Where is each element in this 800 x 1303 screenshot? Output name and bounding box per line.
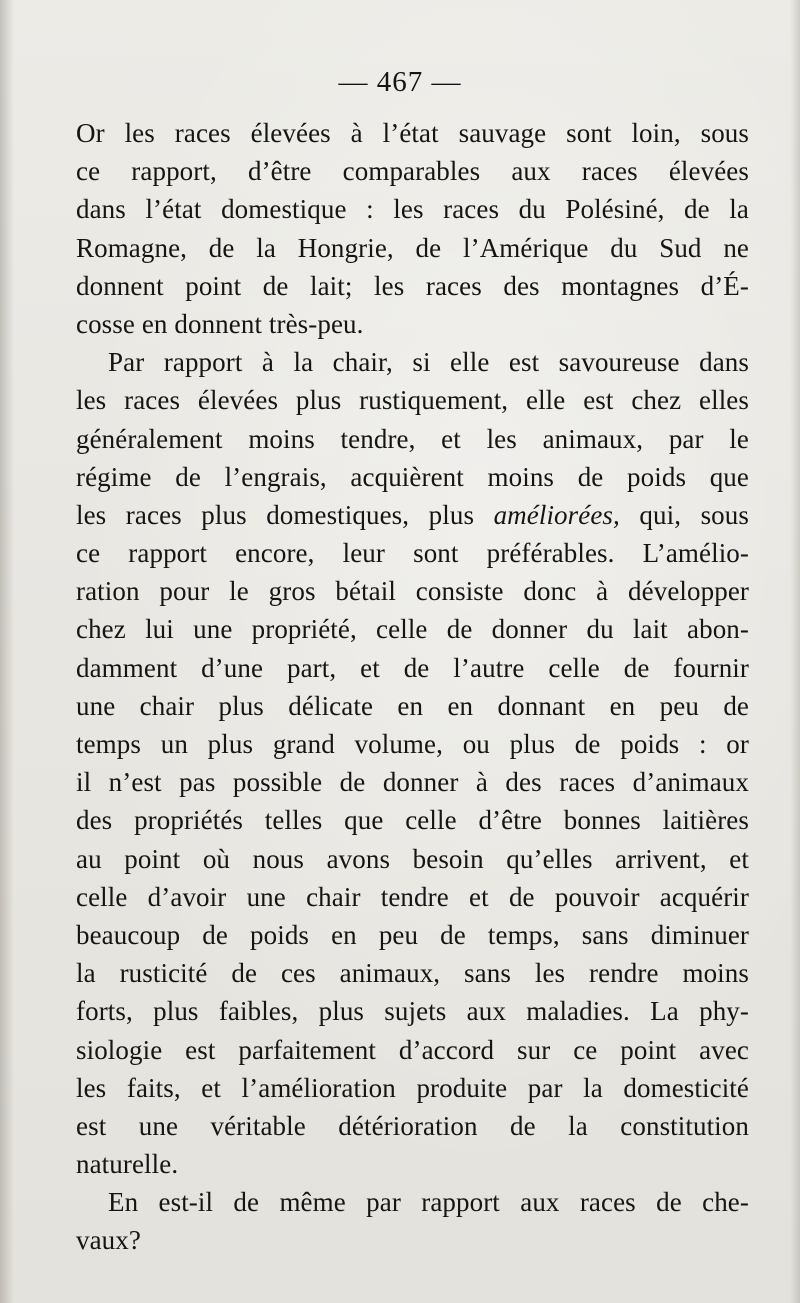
- page-number: — 467 —: [338, 66, 462, 98]
- text-line: donnent point de lait; les races des montagnes d’É-: [76, 270, 749, 301]
- text-line: vaux?: [76, 1225, 141, 1256]
- text-line: régime de l’engrais, acquièrent moins de poids que: [76, 461, 749, 492]
- text-line: une chair plus délicate en en donnant en peu de: [76, 690, 749, 721]
- text-line: ce rapport encore, leur sont préférables. L’amélio-: [76, 538, 749, 569]
- paragraph: [76, 343, 749, 1183]
- text-segment: qui, sous: [619, 499, 749, 530]
- text-line: damment d’une part, et de l’autre celle de fournir: [76, 652, 749, 683]
- text-line: la rusticité de ces animaux, sans les rendre moins: [76, 958, 749, 989]
- text-line: cosse en donnent très-peu.: [76, 308, 364, 339]
- text-line: ce rapport, d’être comparables aux races élevées: [76, 156, 749, 187]
- text-line: ration pour le gros bétail consiste donc à développer: [76, 576, 749, 607]
- text-line: naturelle.: [76, 1149, 179, 1180]
- paragraph: [76, 1183, 749, 1259]
- text-segment: les races plus domestiques, plus: [76, 499, 494, 530]
- text-line: il n’est pas possible de donner à des races d’animaux: [76, 767, 749, 798]
- text-line: des propriétés telles que celle d’être bonnes laitières: [76, 805, 749, 836]
- text-line: siologie est parfaitement d’accord sur ce point avec: [76, 1034, 749, 1065]
- body-text: [76, 114, 749, 1260]
- text-line: est une véritable détérioration de la constitution: [76, 1110, 749, 1141]
- text-line: beaucoup de poids en peu de temps, sans diminuer: [76, 919, 749, 950]
- text-line: au point où nous avons besoin qu’elles arrivent, et: [76, 843, 749, 874]
- paragraph: [76, 114, 749, 343]
- text-line: temps un plus grand volume, ou plus de poids : or: [76, 729, 749, 759]
- page-left-shadow: [0, 0, 14, 1303]
- text-line: [76, 496, 749, 534]
- text-line: généralement moins tendre, et les animaux, par le: [76, 423, 749, 454]
- text-line: les faits, et l’amélioration produite par la domesticité: [76, 1072, 749, 1103]
- text-line: les races élevées plus rustiquement, elle est chez elles: [76, 385, 749, 416]
- text-line: Romagne, de la Hongrie, de l’Amérique du Sud ne: [76, 232, 749, 263]
- page-right-shadow: [790, 0, 800, 1303]
- text-line: Or les races élevées à l’état sauvage sont loin, sous: [76, 118, 749, 148]
- text-line: dans l’état domestique : les races du Polésiné, de la: [76, 194, 749, 225]
- italic-word: améliorées,: [493, 499, 620, 530]
- text-line: chez lui une propriété, celle de donner du lait abon-: [76, 614, 749, 645]
- text-line: Par rapport à la chair, si elle est savoureuse dans: [108, 347, 749, 378]
- text-line: celle d’avoir une chair tendre et de pouvoir acquérir: [76, 881, 749, 912]
- text-line: forts, plus faibles, plus sujets aux maladies. La phy-: [76, 996, 749, 1027]
- text-line: En est-il de même par rapport aux races de che-: [108, 1187, 749, 1218]
